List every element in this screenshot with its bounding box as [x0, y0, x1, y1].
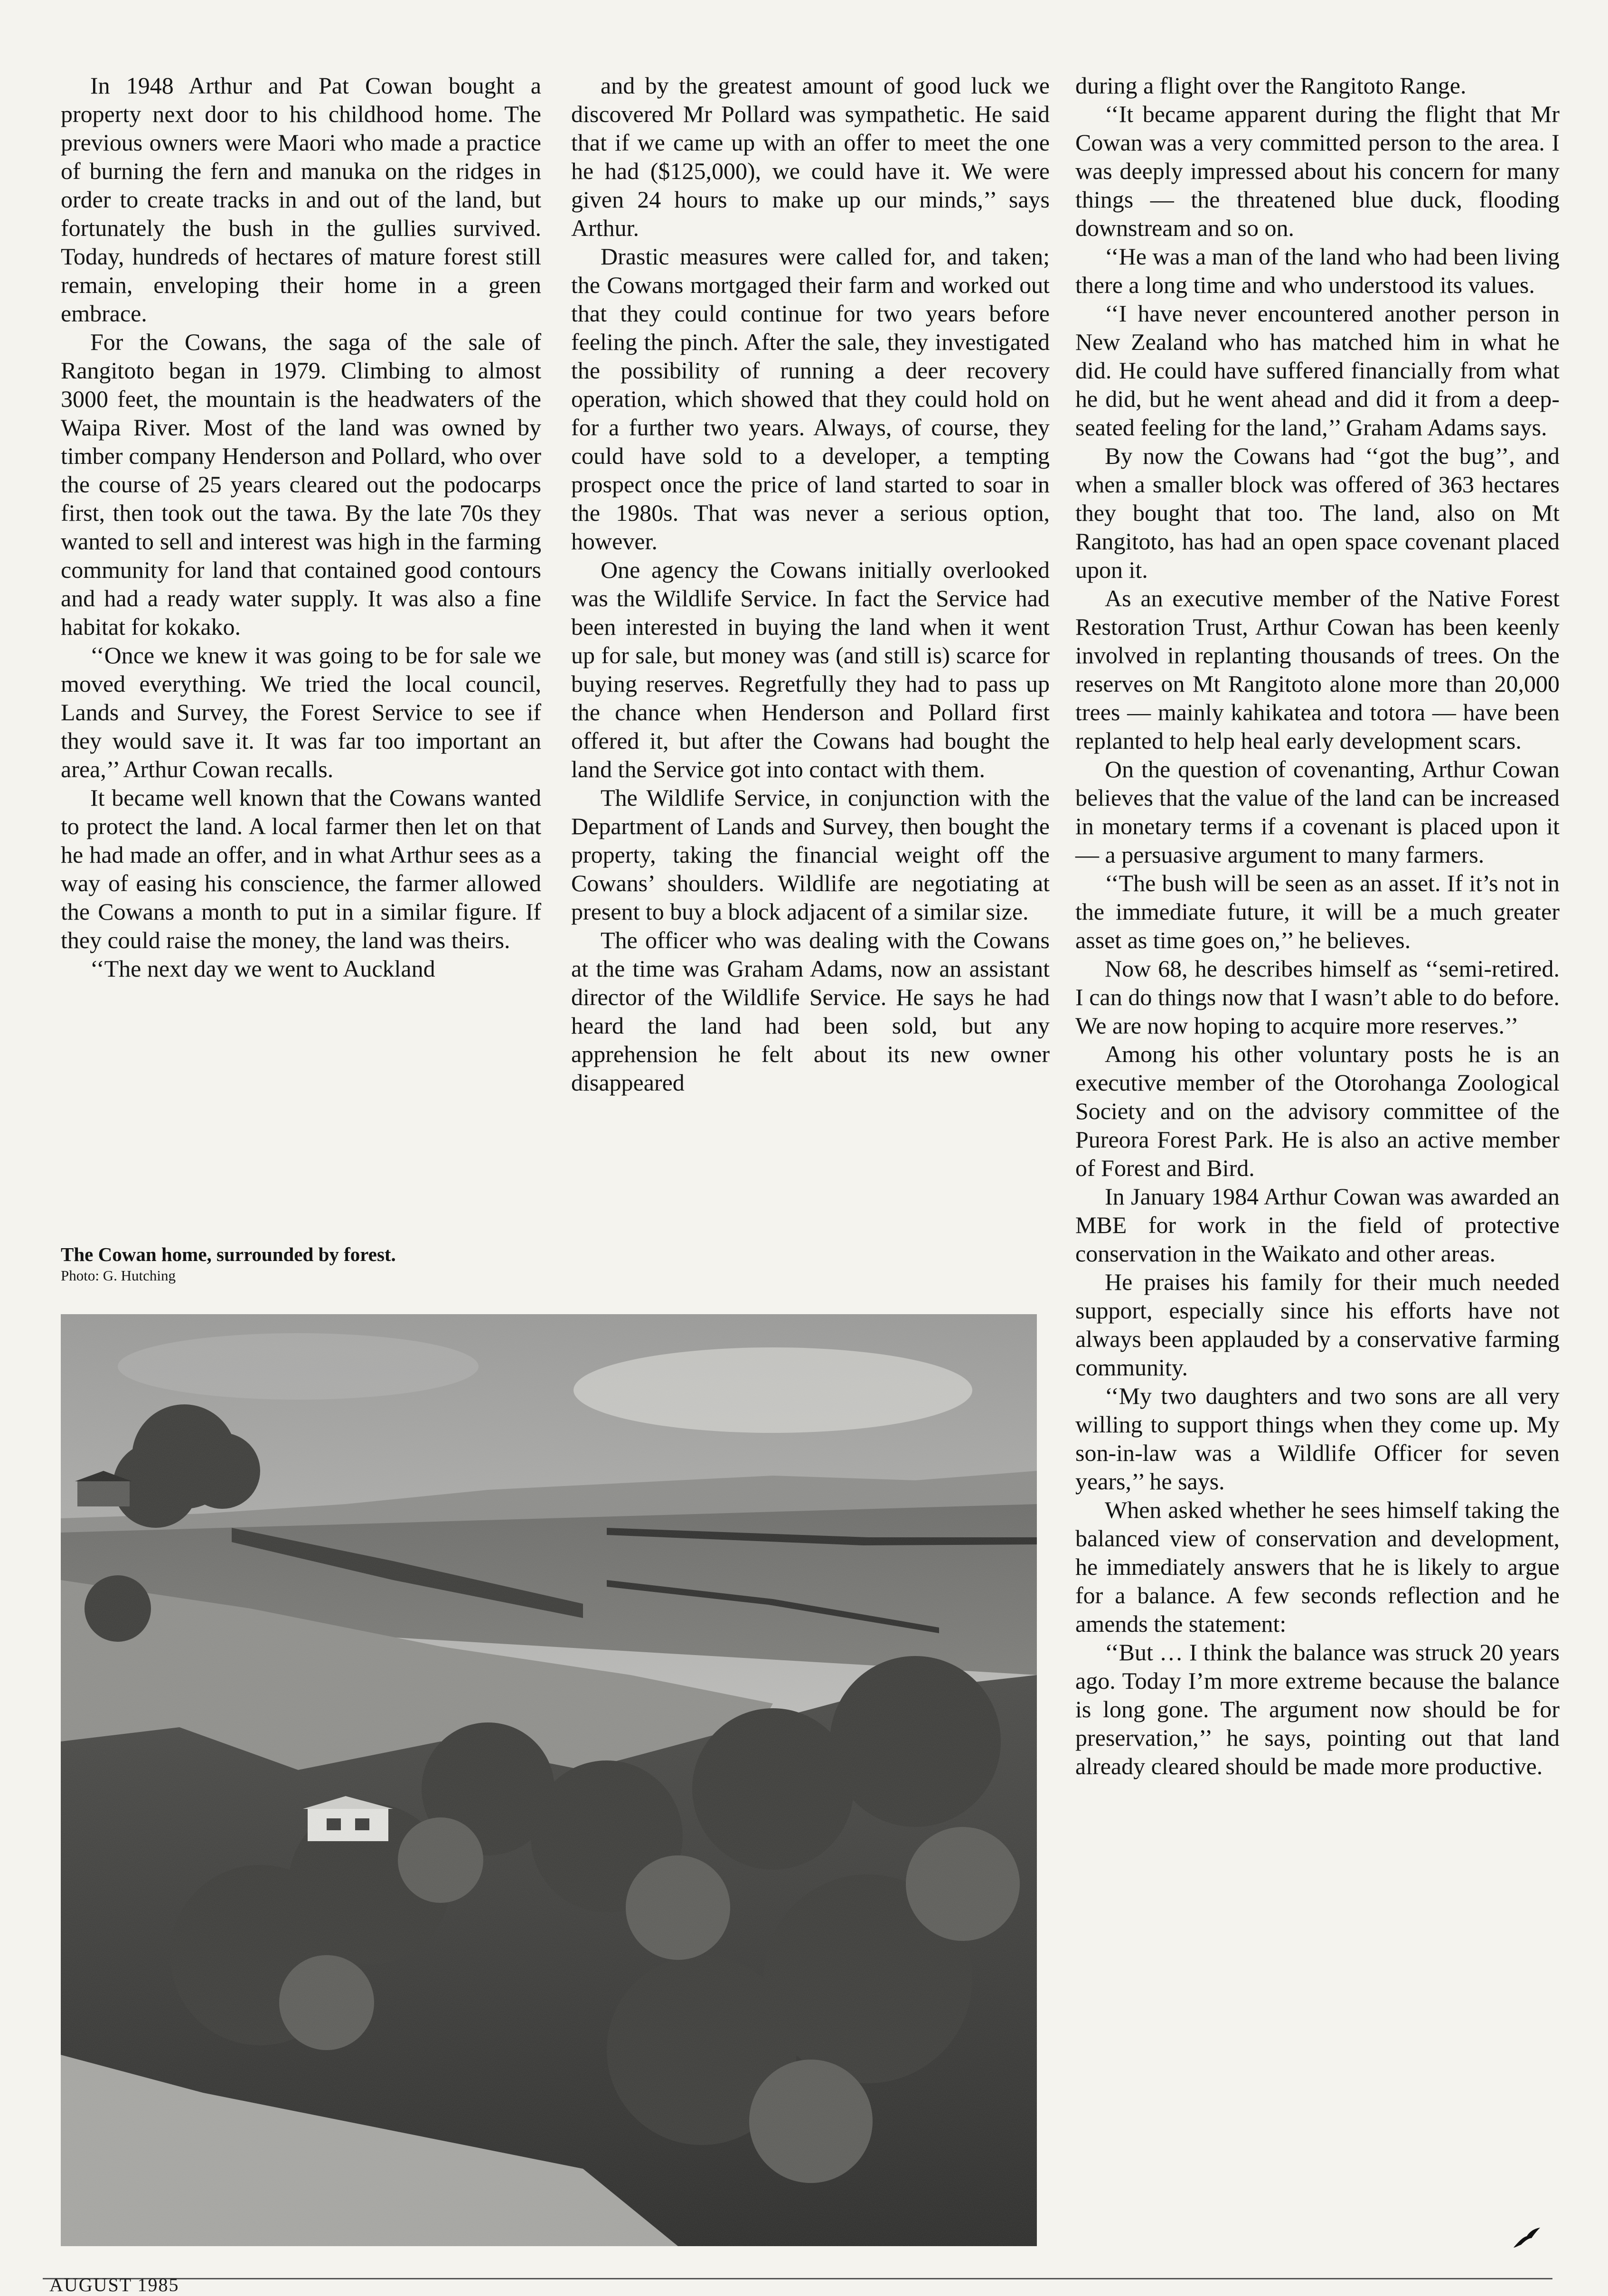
paragraph: When asked whether he sees himself taking the balanced view of conservation and development, he immediately answers that he is likely to argue for a balance. A few seconds reflection and he amends the statement:	[1075, 1496, 1560, 1637]
article-column-1	[61, 71, 541, 983]
paragraph: As an executive member of the Native Forest Restoration Trust, Arthur Cowan has been keenly involved in replanting thousands of trees. On the reserves on Mt Rangitoto alone more than 20,000 trees — mainly kahikatea and totora — have been replanted to help heal early development scars.	[1075, 585, 1560, 754]
paragraph: By now the Cowans had ‘‘got the bug’’, and when a smaller block was offered of 363 hectares they bought that too. The land, also on Mt Rangitoto, has had an open space covenant placed upon it.	[1075, 442, 1560, 583]
paragraph: ‘‘My two daughters and two sons are all very willing to support things when they come up. My son-in-law was a Wildlife Officer for seven years,’’ he says.	[1075, 1383, 1560, 1495]
issue-date: AUGUST 1985	[49, 2274, 179, 2296]
article-column-3	[1075, 71, 1560, 1780]
caption-title: The Cowan home, surrounded by forest.	[61, 1243, 396, 1265]
paragraph: It became well known that the Cowans wanted to protect the land. A local farmer then let on that he had made an offer, and in what Arthur sees as a way of easing his conscience, the farmer allowed the Cowans a month to put in a similar figure. If they could raise the money, the land was theirs.	[61, 784, 541, 953]
photo-credit: Photo: G. Hutching	[61, 1267, 176, 1284]
paragraph: ‘‘But … I think the balance was struck 20 years ago. Today I’m more extreme because the balance is long gone. The argument now should be for preservation,’’ he says, pointing out that land already cleared should be made more productive.	[1075, 1639, 1560, 1779]
paragraph: ‘‘The next day we went to Auckland	[90, 955, 435, 982]
paragraph: ‘‘Once we knew it was going to be for sale we moved everything. We tried the local council, Lands and Survey, the Forest Service to see if they would save it. It was far too important an area,’’ Arthur Cowan recalls.	[61, 642, 541, 782]
paragraph: ‘‘It became apparent during the flight that Mr Cowan was a very committed person to the area. I was deeply impressed about his concern for many things — the threatened blue duck, flooding downstream and so on.	[1075, 101, 1560, 241]
footer-rule	[43, 2278, 1552, 2279]
bird-icon	[1513, 2227, 1541, 2249]
paragraph: and by the greatest amount of good luck we discovered Mr Pollard was sympathetic. He said that if we came up with an offer to meet the one he had ($125,000), we could have it. We were given 24 hours to make up our minds,’’ says Arthur.	[571, 72, 1050, 241]
paragraph: Among his other voluntary posts he is an executive member of the Otorohanga Zoological Society and on the advisory committee of the Pureora Forest Park. He is also an active member of Forest and Bird.	[1075, 1041, 1560, 1181]
article-column-2	[571, 71, 1050, 1097]
paragraph: In 1948 Arthur and Pat Cowan bought a property next door to his childhood home. The previous owners were Maori who made a practice of burning the fern and manuka on the ridges in order to create tracks in and out of the land, but fortunately the bush in the gullies survived. Today, hundreds of hectares of mature forest still remain, enveloping their home in a green embrace.	[61, 72, 541, 327]
landscape-photo	[61, 1314, 1037, 2246]
paragraph: In January 1984 Arthur Cowan was awarded an MBE for work in the field of protective conservation in the Waikato and other areas.	[1075, 1183, 1560, 1267]
paragraph: Drastic measures were called for, and taken; the Cowans mortgaged their farm and worked out that they could continue for two years before feeling the pinch. After the sale, they investigated the possibility of running a deer recovery operation, which showed that they could hold on for a further two years. Always, of course, they could have sold to a developer, a tempting prospect once the price of land started to soar in the 1980s. That was never a serious option, however.	[571, 243, 1050, 555]
paragraph: ‘‘I have never encountered another person in New Zealand who has matched him in what he did. He could have suffered financially from what he did, but he went ahead and did it from a deep-seated feeling for the land,’’ Graham Adams says.	[1075, 300, 1560, 441]
paragraph: The Wildlife Service, in conjunction with the Department of Lands and Survey, then bought the property, taking the financial weight off the Cowans’ shoulders. Wildlife are negotiating at present to buy a block adjacent of a similar size.	[571, 784, 1050, 925]
photo-caption	[61, 1242, 536, 1285]
paragraph: He praises his family for their much needed support, especially since his efforts have not always been applauded by a conservative farming community.	[1075, 1269, 1560, 1381]
paragraph: ‘‘He was a man of the land who had been living there a long time and who understood its values.	[1075, 243, 1560, 298]
paragraph: Now 68, he describes himself as ‘‘semi-retired. I can do things now that I wasn’t able to do before. We are now hoping to acquire more reserves.’’	[1075, 955, 1560, 1039]
paragraph: ‘‘The bush will be seen as an asset. If it’s not in the immediate future, it will be a much greater asset as time goes on,’’ he believes.	[1075, 870, 1560, 953]
paragraph: The officer who was dealing with the Cowans at the time was Graham Adams, now an assistant director of the Wildlife Service. He says he had heard the land had been sold, but any apprehension he felt about its new owner disappeared	[571, 927, 1050, 1096]
paragraph: One agency the Cowans initially overlooked was the Wildlife Service. In fact the Service had been interested in buying the land when it went up for sale, but money was (and still is) scarce for buying reserves. Regretfully they had to pass up the chance when Henderson and Pollard first offered it, but after the Cowans had bought the land the Service got into contact with them.	[571, 556, 1050, 782]
paragraph: For the Cowans, the saga of the sale of Rangitoto began in 1979. Climbing to almost 3000 feet, the mountain is the headwaters of the Waipa River. Most of the land was owned by timber company Henderson and Pollard, who over the course of 25 years cleared out the podocarps first, then took out the tawa. By the late 70s they wanted to sell and interest was high in the farming community for land that contained good contours and had a ready water supply. It was also a fine habitat for kokako.	[61, 329, 541, 640]
paragraph: On the question of covenanting, Arthur Cowan believes that the value of the land can be increased in monetary terms if a covenant is placed upon it — a persuasive argument to many farmers.	[1075, 756, 1560, 868]
paragraph: during a flight over the Rangitoto Range.	[1075, 72, 1467, 99]
